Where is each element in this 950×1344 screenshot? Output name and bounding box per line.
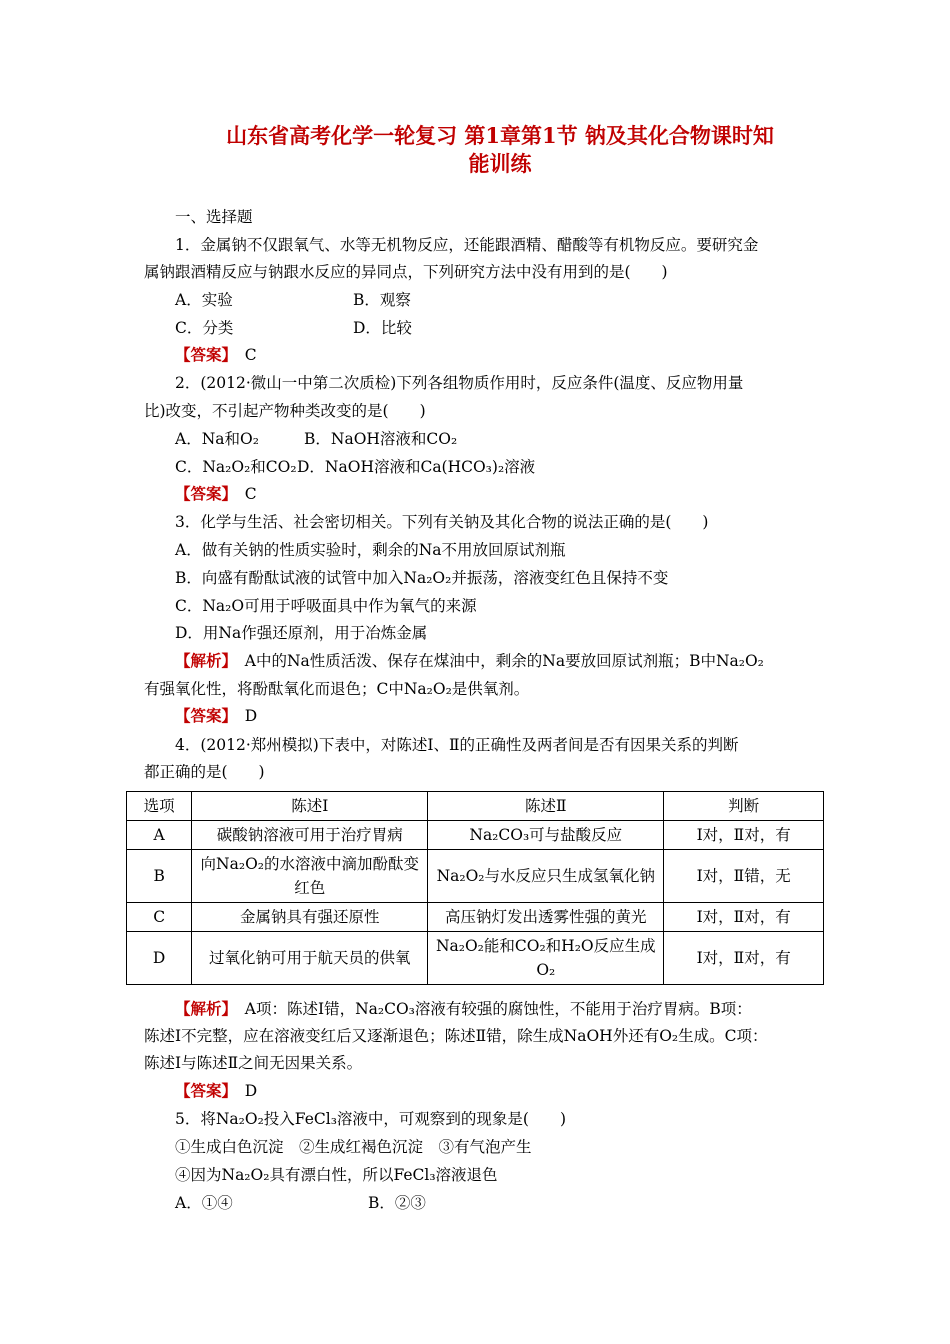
table-cell: C — [127, 903, 192, 932]
answer-value: C — [244, 485, 257, 503]
answer-tag: 【答案】 — [175, 345, 230, 364]
q2-answer — [175, 484, 257, 504]
table-row — [127, 850, 824, 903]
q3-option-b: B．向盛有酚酞试液的试管中加入Na₂O₂并振荡，溶液变红色且保持不变 — [175, 569, 669, 587]
table-cell: A — [127, 821, 192, 850]
q1-stem-line1: 1．金属钠不仅跟氧气、水等无机物反应，还能跟酒精、醋酸等有机物反应。要研究金 — [175, 236, 759, 254]
q3-option-d: D．用Na作强还原剂，用于冶炼金属 — [175, 624, 428, 642]
table-header-row — [127, 792, 824, 821]
answer-tag: 【答案】 — [175, 1081, 230, 1100]
q5-option-b: B．②③ — [368, 1194, 426, 1212]
table-header-cell: 陈述Ⅱ — [428, 792, 664, 821]
table-row — [127, 821, 824, 850]
q5-option-a: A．①④ — [175, 1194, 233, 1212]
table-header-cell: 选项 — [127, 792, 192, 821]
q4-analysis-line1 — [175, 999, 752, 1019]
table-header-cell: 陈述Ⅰ — [192, 792, 428, 821]
q1-option-d: D．比较 — [353, 319, 412, 337]
q3-option-a: A．做有关钠的性质实验时，剩余的Na不用放回原试剂瓶 — [175, 541, 566, 559]
table-cell: Ⅰ对，Ⅱ对，有 — [664, 821, 824, 850]
q2-option-b: B．NaOH溶液和CO₂ — [304, 430, 458, 448]
answer-value: D — [244, 1082, 258, 1100]
q4-table — [126, 791, 824, 985]
answer-tag: 【答案】 — [175, 484, 230, 503]
table-row — [127, 932, 824, 985]
table-cell: Ⅰ对，Ⅱ对，有 — [664, 932, 824, 985]
q4-stem-line1: 4．(2012·郑州模拟)下表中，对陈述Ⅰ、Ⅱ的正确性及两者间是否有因果关系的判断 — [175, 736, 739, 754]
q5-stem-line2: ①生成白色沉淀 ②生成红褐色沉淀 ③有气泡产生 — [175, 1138, 532, 1156]
table-cell: Na₂O₂与水反应只生成氢氧化钠 — [428, 850, 664, 903]
q2-stem-line1: 2．(2012·微山一中第二次质检)下列各组物质作用时，反应条件(温度、反应物用量 — [175, 374, 744, 392]
q3-option-c: C．Na₂O可用于呼吸面具中作为氧气的来源 — [175, 597, 477, 615]
table-cell: D — [127, 932, 192, 985]
q1-option-b: B．观察 — [353, 291, 411, 309]
table-cell: 高压钠灯发出透雾性强的黄光 — [428, 903, 664, 932]
q5-stem-line1: 5．将Na₂O₂投入FeCl₃溶液中，可观察到的现象是( ) — [175, 1110, 567, 1128]
q2-option-c: C．Na₂O₂和CO₂ — [175, 458, 297, 476]
q2-option-a: A．Na和O₂ — [175, 430, 259, 448]
answer-value: C — [244, 346, 257, 364]
table-cell: 碳酸钠溶液可用于治疗胃病 — [192, 821, 428, 850]
q2-stem-line2: 比)改变，不引起产物种类改变的是( ) — [144, 402, 426, 420]
table-cell: 过氧化钠可用于航天员的供氧 — [192, 932, 428, 985]
analysis-tag: 【解析】 — [175, 651, 230, 670]
table-cell: Na₂O₂能和CO₂和H₂O反应生成O₂ — [428, 932, 664, 985]
q3-analysis-line2: 有强氧化性，将酚酞氧化而退色；C中Na₂O₂是供氧剂。 — [144, 680, 530, 698]
document-title-line2: 能训练 — [468, 151, 532, 176]
table-cell: Ⅰ对，Ⅱ错，无 — [664, 850, 824, 903]
table-header-cell: 判断 — [664, 792, 824, 821]
answer-value: D — [244, 707, 258, 725]
analysis-text: A项：陈述Ⅰ错，Na₂CO₃溶液有较强的腐蚀性，不能用于治疗胃病。B项： — [229, 1000, 752, 1018]
q4-analysis-line3: 陈述Ⅰ与陈述Ⅱ之间无因果关系。 — [144, 1054, 363, 1072]
table-cell: B — [127, 850, 192, 903]
q4-stem-line2: 都正确的是( ) — [144, 763, 265, 781]
q1-answer — [175, 345, 257, 365]
document-title-line1: 山东省高考化学一轮复习 第1章第1节 钠及其化合物课时知 — [226, 123, 774, 148]
analysis-text: A中的Na性质活泼、保存在煤油中，剩余的Na要放回原试剂瓶；B中Na₂O₂ — [229, 652, 764, 670]
table-cell: Ⅰ对，Ⅱ对，有 — [664, 903, 824, 932]
table-row — [127, 903, 824, 932]
q4-analysis-line2: 陈述Ⅰ不完整，应在溶液变红后又逐渐退色；陈述Ⅱ错，除生成NaOH外还有O₂生成。C项： — [144, 1027, 768, 1045]
q3-analysis-line1 — [175, 651, 764, 671]
table-cell: 向Na₂O₂的水溶液中滴加酚酞变红色 — [192, 850, 428, 903]
q1-option-c: C．分类 — [175, 319, 234, 337]
q1-option-a: A．实验 — [175, 291, 233, 309]
q5-stem-line3: ④因为Na₂O₂具有漂白性，所以FeCl₃溶液退色 — [175, 1166, 498, 1184]
section-heading: 一、选择题 — [175, 208, 253, 226]
answer-tag: 【答案】 — [175, 706, 230, 725]
q3-answer — [175, 706, 257, 726]
q4-answer — [175, 1081, 257, 1101]
table-cell: 金属钠具有强还原性 — [192, 903, 428, 932]
q1-stem-line2: 属钠跟酒精反应与钠跟水反应的异同点，下列研究方法中没有用到的是( ) — [144, 263, 668, 281]
q3-stem-line1: 3．化学与生活、社会密切相关。下列有关钠及其化合物的说法正确的是( ) — [175, 513, 709, 531]
table-cell: Na₂CO₃可与盐酸反应 — [428, 821, 664, 850]
analysis-tag: 【解析】 — [175, 999, 230, 1018]
q2-option-d: D．NaOH溶液和Ca(HCO₃)₂溶液 — [297, 458, 536, 476]
